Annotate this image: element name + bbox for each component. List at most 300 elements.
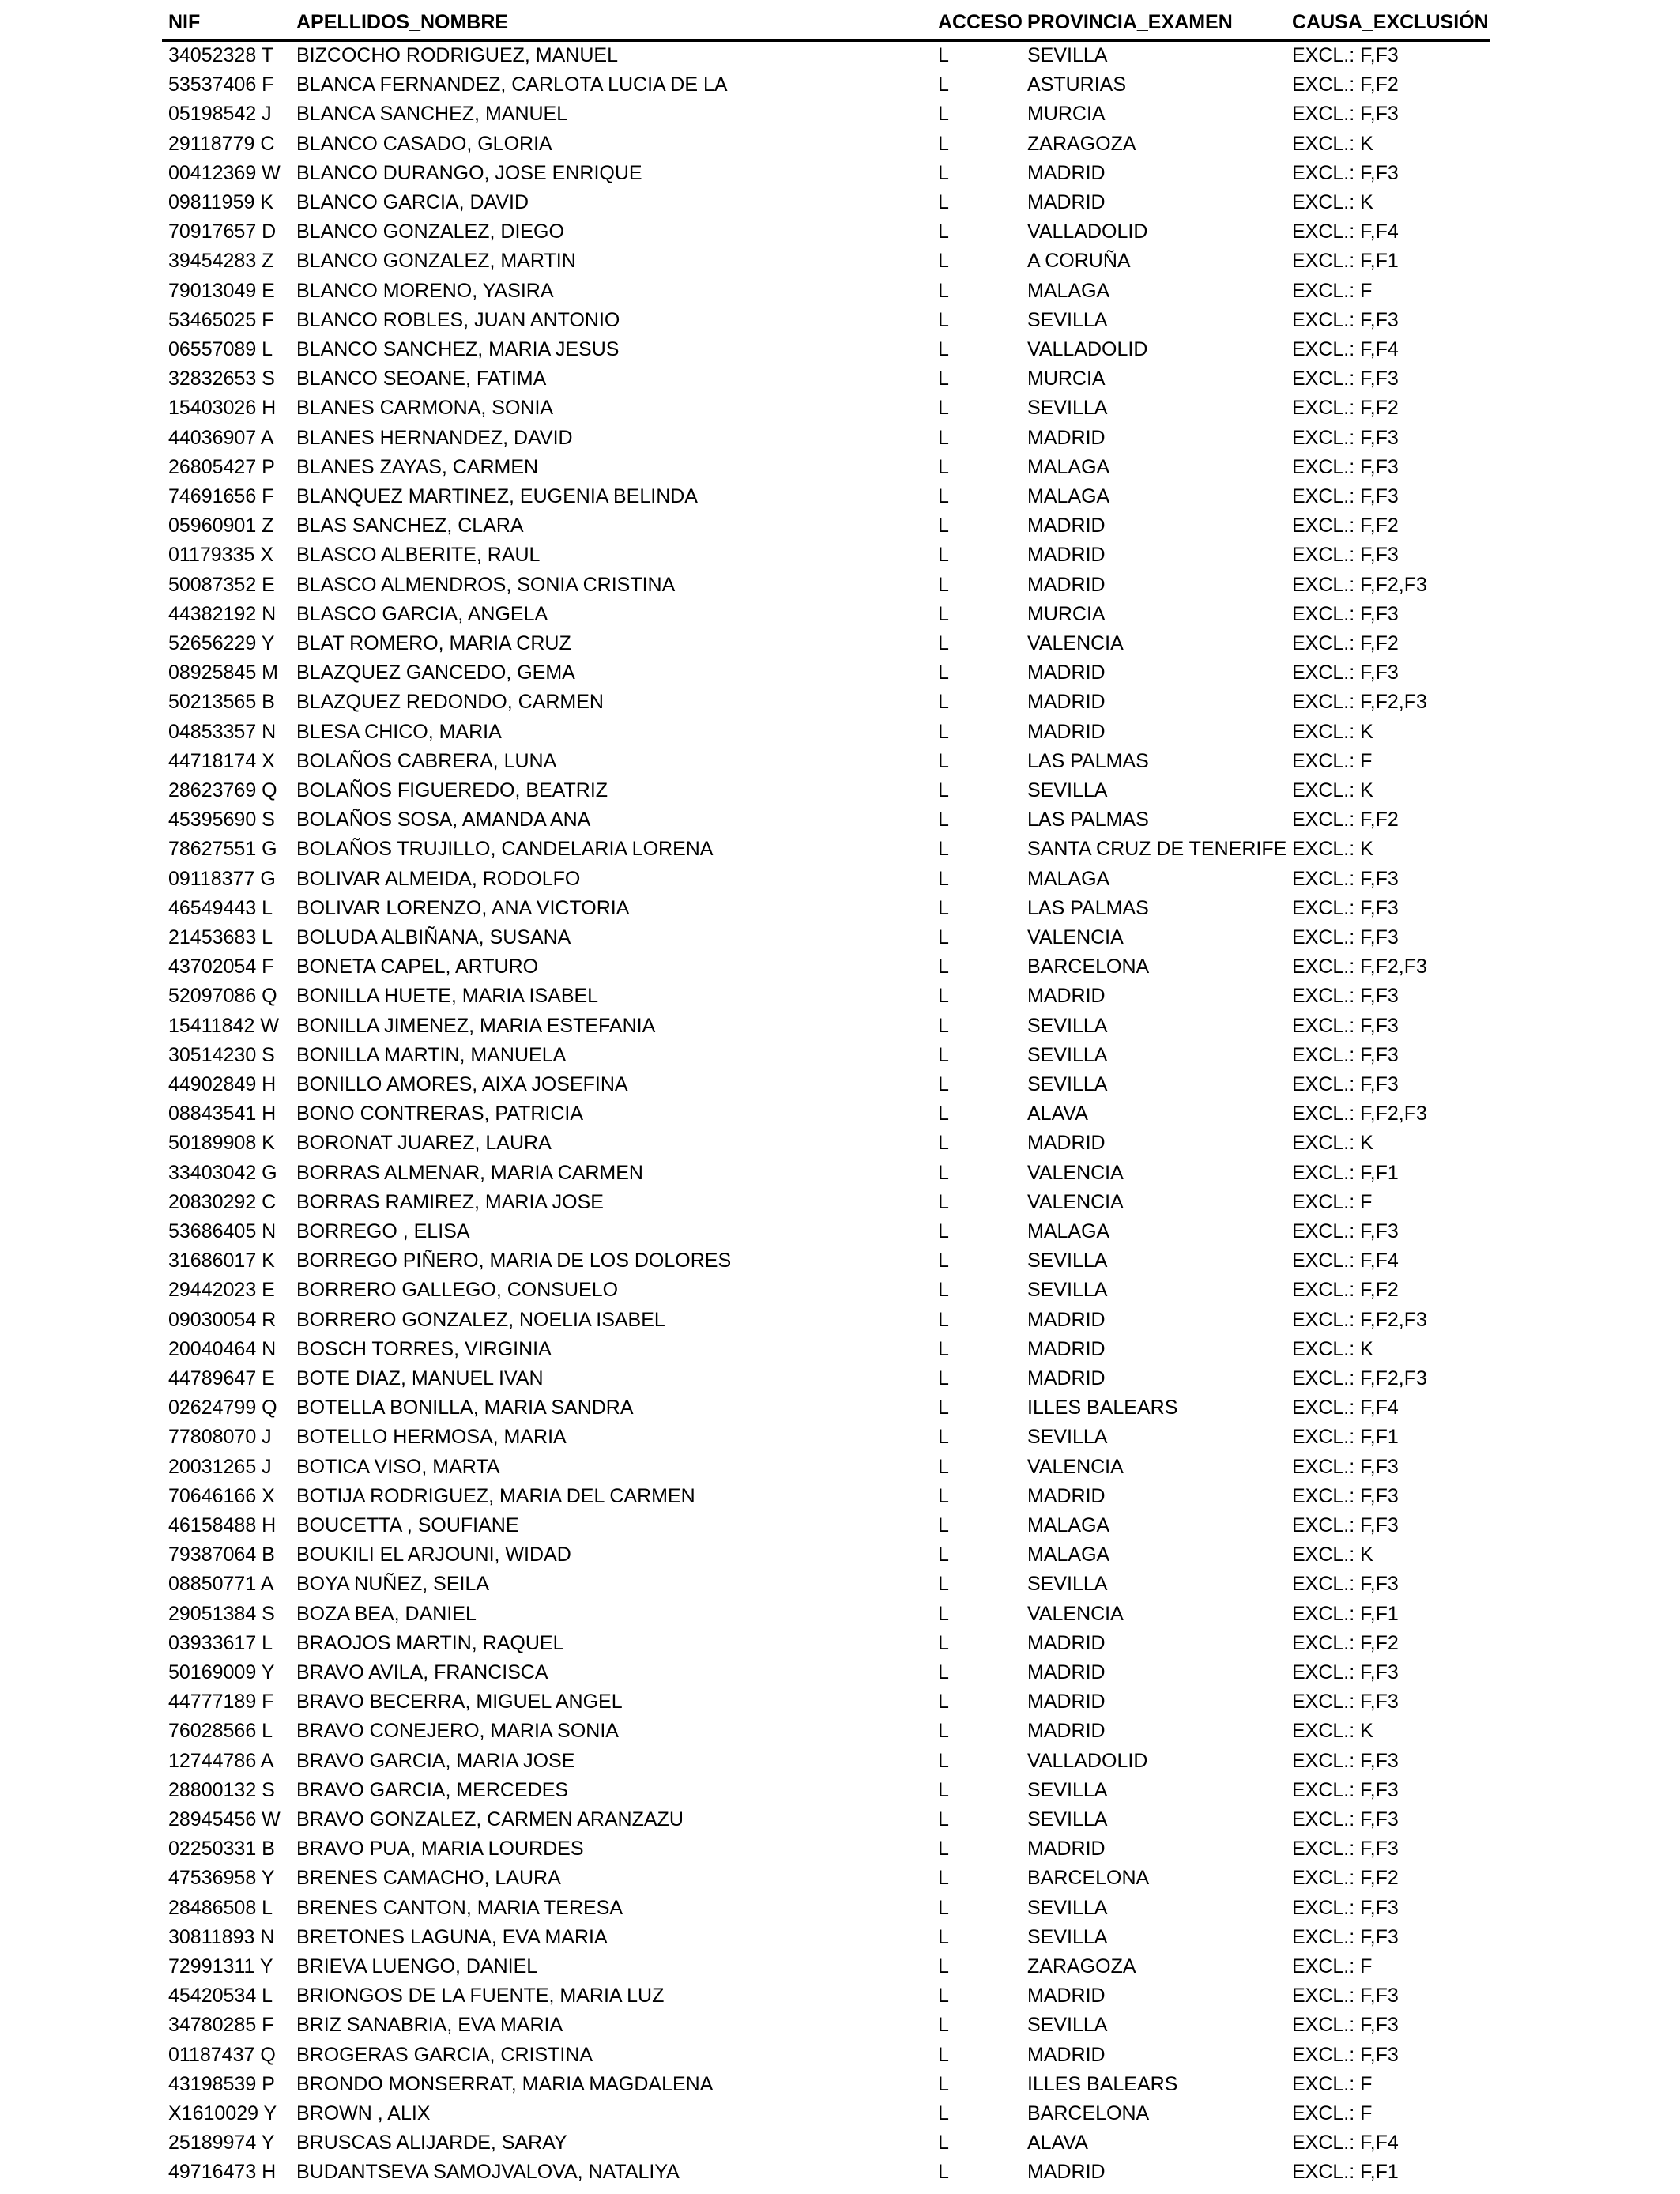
cell-access: L (938, 1896, 949, 1919)
cell-nif: 05198542 J (168, 103, 272, 126)
cell-nif: 21453683 L (168, 926, 273, 948)
table-row (0, 1981, 1680, 2011)
cell-access: L (938, 1573, 949, 1596)
cell-access: L (938, 691, 949, 714)
cell-nif: 08850771 A (168, 1573, 274, 1596)
table-row (0, 1246, 1680, 1276)
table-row (0, 1129, 1680, 1158)
table-row (0, 247, 1680, 276)
table-row (0, 511, 1680, 541)
table-row (0, 1070, 1680, 1099)
cell-name: BLANCO SANCHEZ, MARIA JESUS (296, 338, 620, 360)
cell-access: L (938, 1161, 949, 1184)
cell-cause: EXCL.: F (1292, 279, 1373, 302)
table-row (0, 217, 1680, 247)
cell-cause: EXCL.: F,F3 (1292, 896, 1399, 919)
table-row (0, 1570, 1680, 1599)
cell-name: BOLIVAR ALMEIDA, RODOLFO (296, 867, 581, 890)
cell-access: L (938, 2043, 949, 2066)
table-row (0, 394, 1680, 423)
cell-name: BRAVO BECERRA, MIGUEL ANGEL (296, 1691, 623, 1713)
cell-province: MALAGA (1027, 279, 1110, 302)
table-row (0, 1482, 1680, 1511)
cell-access: L (938, 749, 949, 772)
cell-nif: 53465025 F (168, 308, 274, 331)
cell-access: L (938, 1132, 949, 1155)
cell-name: BONETA CAPEL, ARTURO (296, 956, 539, 978)
table-row (0, 1012, 1680, 1041)
cell-name: BLANCO GARCIA, DAVID (296, 191, 529, 213)
cell-name: BOLAÑOS TRUJILLO, CANDELARIA LORENA (296, 838, 714, 861)
cell-nif: 79387064 B (168, 1544, 275, 1566)
cell-name: BRAVO GARCIA, MERCEDES (296, 1778, 569, 1801)
cell-province: SEVILLA (1027, 1279, 1108, 1302)
cell-province: MADRID (1027, 1661, 1106, 1683)
cell-name: BRAVO GONZALEZ, CARMEN ARANZAZU (296, 1808, 684, 1830)
cell-access: L (938, 250, 949, 273)
table-row (0, 1188, 1680, 1217)
cell-cause: EXCL.: F (1292, 2102, 1373, 2124)
table-row (0, 2099, 1680, 2128)
cell-nif: 03933617 L (168, 1631, 273, 1654)
cell-access: L (938, 161, 949, 184)
cell-cause: EXCL.: F,F3 (1292, 1455, 1399, 1478)
cell-nif: 50087352 E (168, 573, 275, 596)
table-row (0, 424, 1680, 453)
cell-name: BONILLA MARTIN, MANUELA (296, 1043, 567, 1066)
cell-nif: 43702054 F (168, 956, 274, 978)
table-row (0, 453, 1680, 482)
cell-province: MADRID (1027, 1720, 1106, 1743)
cell-nif: 44382192 N (168, 602, 277, 625)
cell-cause: EXCL.: F,F1 (1292, 1426, 1399, 1449)
cell-access: L (938, 1426, 949, 1449)
cell-province: SANTA CRUZ DE TENERIFE (1027, 838, 1287, 861)
cell-nif: 09030054 R (168, 1308, 277, 1331)
cell-nif: 44777189 F (168, 1691, 274, 1713)
cell-name: BORREGO PIÑERO, MARIA DE LOS DOLORES (296, 1250, 732, 1272)
cell-access: L (938, 1808, 949, 1830)
cell-nif: 33403042 G (168, 1161, 277, 1184)
cell-cause: EXCL.: F,F2,F3 (1292, 1308, 1427, 1331)
cell-cause: EXCL.: F,F3 (1292, 1808, 1399, 1830)
cell-province: SEVILLA (1027, 1014, 1108, 1037)
header-province: PROVINCIA_EXAMEN (1027, 11, 1233, 33)
cell-name: BOUCETTA , SOUFIANE (296, 1514, 519, 1536)
cell-cause: EXCL.: K (1292, 720, 1373, 743)
cell-province: MADRID (1027, 1691, 1106, 1713)
cell-province: MURCIA (1027, 602, 1106, 625)
table-row (0, 188, 1680, 217)
cell-province: MALAGA (1027, 1544, 1110, 1566)
cell-cause: EXCL.: K (1292, 1544, 1373, 1566)
table-row (0, 1423, 1680, 1452)
cell-cause: EXCL.: F,F2 (1292, 74, 1399, 96)
cell-name: BIZCOCHO RODRIGUEZ, MANUEL (296, 44, 618, 66)
cell-access: L (938, 1602, 949, 1625)
cell-nif: 28945456 W (168, 1808, 281, 1830)
cell-cause: EXCL.: F,F3 (1292, 44, 1399, 66)
cell-cause: EXCL.: F,F3 (1292, 1749, 1399, 1772)
cell-cause: EXCL.: F,F1 (1292, 250, 1399, 273)
cell-name: BONILLA JIMENEZ, MARIA ESTEFANIA (296, 1014, 656, 1037)
cell-name: BOSCH TORRES, VIRGINIA (296, 1337, 552, 1360)
cell-nif: 04853357 N (168, 720, 277, 743)
cell-cause: EXCL.: F,F3 (1292, 1985, 1399, 2007)
cell-name: BRENES CAMACHO, LAURA (296, 1867, 561, 1890)
table-row (0, 541, 1680, 570)
cell-cause: EXCL.: F,F3 (1292, 544, 1399, 567)
cell-province: SEVILLA (1027, 779, 1108, 801)
cell-name: BRAVO PUA, MARIA LOURDES (296, 1838, 584, 1860)
cell-name: BOLUDA ALBIÑANA, SUSANA (296, 926, 571, 948)
cell-province: SEVILLA (1027, 308, 1108, 331)
table-row (0, 70, 1680, 100)
cell-cause: EXCL.: F (1292, 1955, 1373, 1977)
table-row (0, 600, 1680, 629)
cell-province: SEVILLA (1027, 2014, 1108, 2037)
cell-access: L (938, 1720, 949, 1743)
cell-nif: 08843541 H (168, 1103, 277, 1125)
cell-access: L (938, 662, 949, 684)
cell-nif: 70917657 D (168, 221, 277, 243)
cell-cause: EXCL.: F,F3 (1292, 1043, 1399, 1066)
cell-cause: EXCL.: F,F4 (1292, 1397, 1399, 1419)
cell-province: VALENCIA (1027, 1161, 1124, 1184)
cell-nif: 28623769 Q (168, 779, 277, 801)
table-row (0, 130, 1680, 159)
cell-nif: 06557089 L (168, 338, 273, 360)
cell-province: MADRID (1027, 1132, 1106, 1155)
table-row (0, 41, 1680, 70)
cell-access: L (938, 1631, 949, 1654)
table-row (0, 2158, 1680, 2187)
cell-cause: EXCL.: F,F3 (1292, 426, 1399, 449)
cell-access: L (938, 1220, 949, 1242)
cell-province: ZARAGOZA (1027, 132, 1136, 155)
cell-access: L (938, 544, 949, 567)
cell-cause: EXCL.: F,F3 (1292, 1014, 1399, 1037)
cell-nif: 46549443 L (168, 896, 273, 919)
cell-cause: EXCL.: F,F2,F3 (1292, 691, 1427, 714)
cell-province: VALENCIA (1027, 632, 1124, 654)
cell-name: BOTIJA RODRIGUEZ, MARIA DEL CARMEN (296, 1484, 695, 1507)
table-row (0, 1747, 1680, 1776)
cell-nif: 09118377 G (168, 867, 276, 890)
cell-cause: EXCL.: K (1292, 1337, 1373, 1360)
table-row (0, 1658, 1680, 1687)
cell-province: ASTURIAS (1027, 74, 1127, 96)
cell-nif: 78627551 G (168, 838, 277, 861)
cell-cause: EXCL.: F,F2 (1292, 1631, 1399, 1654)
cell-province: BARCELONA (1027, 1867, 1150, 1890)
table-row (0, 1453, 1680, 1482)
table-row (0, 776, 1680, 805)
cell-cause: EXCL.: K (1292, 132, 1373, 155)
cell-name: BLANCO GONZALEZ, DIEGO (296, 221, 564, 243)
table-row (0, 1600, 1680, 1629)
cell-name: BOLAÑOS CABRERA, LUNA (296, 749, 557, 772)
cell-cause: EXCL.: F,F3 (1292, 1573, 1399, 1596)
cell-cause: EXCL.: F,F4 (1292, 1250, 1399, 1272)
cell-nif: 79013049 E (168, 279, 275, 302)
cell-access: L (938, 602, 949, 625)
cell-cause: EXCL.: F,F3 (1292, 867, 1399, 890)
cell-name: BLANES ZAYAS, CARMEN (296, 455, 539, 478)
table-row (0, 1894, 1680, 1923)
cell-nif: 20031265 J (168, 1455, 272, 1478)
cell-name: BONILLO AMORES, AIXA JOSEFINA (296, 1073, 628, 1095)
cell-access: L (938, 1778, 949, 1801)
cell-access: L (938, 2102, 949, 2124)
cell-access: L (938, 1544, 949, 1566)
cell-nif: 53686405 N (168, 1220, 277, 1242)
header-access: ACCESO (938, 11, 1023, 33)
cell-cause: EXCL.: F,F3 (1292, 308, 1399, 331)
cell-name: BLANCO SEOANE, FATIMA (296, 368, 547, 390)
cell-access: L (938, 1279, 949, 1302)
cell-access: L (938, 896, 949, 919)
cell-access: L (938, 1397, 949, 1419)
cell-name: BLANCO ROBLES, JUAN ANTONIO (296, 308, 620, 331)
cell-nif: 01187437 Q (168, 2043, 276, 2066)
cell-access: L (938, 1925, 949, 1948)
cell-name: BRONDO MONSERRAT, MARIA MAGDALENA (296, 2072, 714, 2095)
cell-name: BUDANTSEVA SAMOJVALOVA, NATALIYA (296, 2161, 680, 2184)
cell-cause: EXCL.: F (1292, 1190, 1373, 1213)
cell-cause: EXCL.: F,F3 (1292, 103, 1399, 126)
cell-name: BLANCA FERNANDEZ, CARLOTA LUCIA DE LA (296, 74, 728, 96)
cell-name: BROWN , ALIX (296, 2102, 431, 2124)
cell-nif: 53537406 F (168, 74, 274, 96)
header-nif: NIF (168, 11, 201, 33)
cell-province: BARCELONA (1027, 956, 1150, 978)
cell-province: SEVILLA (1027, 1250, 1108, 1272)
table-row (0, 629, 1680, 658)
cell-province: MADRID (1027, 691, 1106, 714)
cell-access: L (938, 779, 949, 801)
cell-province: VALENCIA (1027, 1455, 1124, 1478)
cell-province: LAS PALMAS (1027, 809, 1149, 831)
table-row (0, 1805, 1680, 1834)
cell-name: BONILLA HUETE, MARIA ISABEL (296, 985, 599, 1008)
cell-name: BLANCO MORENO, YASIRA (296, 279, 554, 302)
cell-access: L (938, 44, 949, 66)
cell-access: L (938, 1455, 949, 1478)
cell-cause: EXCL.: K (1292, 1132, 1373, 1155)
cell-nif: 34780285 F (168, 2014, 274, 2037)
cell-province: MADRID (1027, 720, 1106, 743)
table-row (0, 1306, 1680, 1335)
cell-province: MALAGA (1027, 867, 1110, 890)
cell-name: BRENES CANTON, MARIA TERESA (296, 1896, 623, 1919)
cell-access: L (938, 1867, 949, 1890)
cell-name: BRIZ SANABRIA, EVA MARIA (296, 2014, 563, 2037)
table-row (0, 835, 1680, 864)
cell-province: LAS PALMAS (1027, 749, 1149, 772)
cell-province: SEVILLA (1027, 1573, 1108, 1596)
cell-province: MALAGA (1027, 1220, 1110, 1242)
cell-cause: EXCL.: F,F2,F3 (1292, 1103, 1427, 1125)
table-row (0, 1776, 1680, 1805)
cell-province: MADRID (1027, 515, 1106, 537)
cell-cause: EXCL.: F,F3 (1292, 1514, 1399, 1536)
table-row (0, 2041, 1680, 2070)
cell-access: L (938, 515, 949, 537)
cell-nif: 45395690 S (168, 809, 275, 831)
cell-province: VALENCIA (1027, 1190, 1124, 1213)
cell-nif: 29442023 E (168, 1279, 275, 1302)
table-row (0, 277, 1680, 306)
cell-nif: 29051384 S (168, 1602, 275, 1625)
table-row (0, 982, 1680, 1011)
cell-nif: 46158488 H (168, 1514, 277, 1536)
cell-name: BOUKILI EL ARJOUNI, WIDAD (296, 1544, 571, 1566)
cell-access: L (938, 397, 949, 420)
cell-name: BLASCO ALBERITE, RAUL (296, 544, 541, 567)
table-row (0, 100, 1680, 129)
cell-name: BORRAS ALMENAR, MARIA CARMEN (296, 1161, 643, 1184)
cell-nif: 29118779 C (168, 132, 275, 155)
cell-access: L (938, 1308, 949, 1331)
cell-cause: EXCL.: F,F3 (1292, 1925, 1399, 1948)
cell-province: VALLADOLID (1027, 1749, 1148, 1772)
table-row (0, 718, 1680, 747)
cell-name: BLAZQUEZ REDONDO, CARMEN (296, 691, 604, 714)
table-row (0, 1217, 1680, 1246)
cell-province: SEVILLA (1027, 1426, 1108, 1449)
cell-province: MADRID (1027, 573, 1106, 596)
cell-access: L (938, 720, 949, 743)
table-row (0, 1393, 1680, 1423)
cell-access: L (938, 632, 949, 654)
cell-name: BOTELLO HERMOSA, MARIA (296, 1426, 567, 1449)
cell-province: SEVILLA (1027, 1808, 1108, 1830)
table-row (0, 1717, 1680, 1746)
cell-nif: 05960901 Z (168, 515, 274, 537)
cell-nif: 49716473 H (168, 2161, 277, 2184)
table-row (0, 865, 1680, 894)
cell-province: ALAVA (1027, 1103, 1088, 1125)
cell-nif: 45420534 L (168, 1985, 273, 2007)
cell-province: VALENCIA (1027, 1602, 1124, 1625)
cell-province: SEVILLA (1027, 1043, 1108, 1066)
cell-cause: EXCL.: F (1292, 2072, 1373, 2095)
cell-access: L (938, 1484, 949, 1507)
cell-access: L (938, 308, 949, 331)
cell-province: BARCELONA (1027, 2102, 1150, 2124)
table-row (0, 1099, 1680, 1129)
cell-province: MADRID (1027, 1308, 1106, 1331)
cell-name: BROGERAS GARCIA, CRISTINA (296, 2043, 593, 2066)
cell-province: MADRID (1027, 2161, 1106, 2184)
cell-cause: EXCL.: K (1292, 191, 1373, 213)
cell-province: SEVILLA (1027, 44, 1108, 66)
cell-access: L (938, 956, 949, 978)
cell-nif: 01179335 X (168, 544, 273, 567)
cell-nif: 02250331 B (168, 1838, 275, 1860)
cell-access: L (938, 132, 949, 155)
cell-nif: 47536958 Y (168, 1867, 275, 1890)
cell-province: MURCIA (1027, 368, 1106, 390)
header-cause: CAUSA_EXCLUSIÓN (1292, 11, 1489, 33)
cell-name: BRIONGOS DE LA FUENTE, MARIA LUZ (296, 1985, 665, 2007)
cell-cause: EXCL.: F,F2 (1292, 809, 1399, 831)
cell-cause: EXCL.: F,F1 (1292, 1602, 1399, 1625)
table-row (0, 1540, 1680, 1570)
cell-name: BORONAT JUAREZ, LAURA (296, 1132, 552, 1155)
table-row (0, 306, 1680, 335)
header-name: APELLIDOS_NOMBRE (296, 11, 509, 33)
cell-cause: EXCL.: F,F3 (1292, 985, 1399, 1008)
cell-province: MADRID (1027, 1631, 1106, 1654)
cell-name: BORREGO , ELISA (296, 1220, 470, 1242)
cell-access: L (938, 338, 949, 360)
cell-cause: EXCL.: F,F3 (1292, 161, 1399, 184)
cell-cause: EXCL.: F,F3 (1292, 1896, 1399, 1919)
cell-name: BONO CONTRERAS, PATRICIA (296, 1103, 584, 1125)
cell-province: SEVILLA (1027, 397, 1108, 420)
cell-cause: EXCL.: F,F2 (1292, 397, 1399, 420)
cell-access: L (938, 2014, 949, 2037)
table-row (0, 1834, 1680, 1864)
cell-province: MURCIA (1027, 103, 1106, 126)
cell-cause: EXCL.: F,F3 (1292, 1073, 1399, 1095)
cell-province: MADRID (1027, 191, 1106, 213)
cell-nif: 44789647 E (168, 1367, 275, 1389)
cell-name: BLANES CARMONA, SONIA (296, 397, 554, 420)
cell-access: L (938, 1838, 949, 1860)
cell-nif: 30514230 S (168, 1043, 275, 1066)
cell-access: L (938, 1337, 949, 1360)
cell-province: MADRID (1027, 662, 1106, 684)
cell-access: L (938, 1955, 949, 1977)
cell-nif: 50169009 Y (168, 1661, 275, 1683)
table-row (0, 688, 1680, 717)
cell-province: MADRID (1027, 1838, 1106, 1860)
cell-name: BRETONES LAGUNA, EVA MARIA (296, 1925, 608, 1948)
cell-access: L (938, 455, 949, 478)
cell-name: BOLIVAR LORENZO, ANA VICTORIA (296, 896, 630, 919)
table-row (0, 1276, 1680, 1305)
cell-nif: 52656229 Y (168, 632, 275, 654)
table-row (0, 159, 1680, 188)
cell-access: L (938, 74, 949, 96)
cell-name: BLASCO GARCIA, ANGELA (296, 602, 548, 625)
cell-access: L (938, 573, 949, 596)
cell-province: MADRID (1027, 1337, 1106, 1360)
cell-name: BLAZQUEZ GANCEDO, GEMA (296, 662, 575, 684)
cell-access: L (938, 985, 949, 1008)
cell-access: L (938, 191, 949, 213)
cell-province: MALAGA (1027, 1514, 1110, 1536)
cell-nif: 44718174 X (168, 749, 275, 772)
cell-access: L (938, 426, 949, 449)
cell-access: L (938, 368, 949, 390)
table-row (0, 894, 1680, 923)
cell-province: SEVILLA (1027, 1925, 1108, 1948)
cell-nif: 00412369 W (168, 161, 281, 184)
cell-nif: 25189974 Y (168, 2132, 275, 2154)
cell-access: L (938, 867, 949, 890)
cell-cause: EXCL.: F,F3 (1292, 662, 1399, 684)
cell-nif: 72991311 Y (168, 1955, 273, 1977)
cell-cause: EXCL.: F,F3 (1292, 2043, 1399, 2066)
cell-province: ILLES BALEARS (1027, 2072, 1178, 2095)
cell-cause: EXCL.: F,F2 (1292, 632, 1399, 654)
cell-name: BLANCO DURANGO, JOSE ENRIQUE (296, 161, 642, 184)
cell-nif: 70646166 X (168, 1484, 275, 1507)
